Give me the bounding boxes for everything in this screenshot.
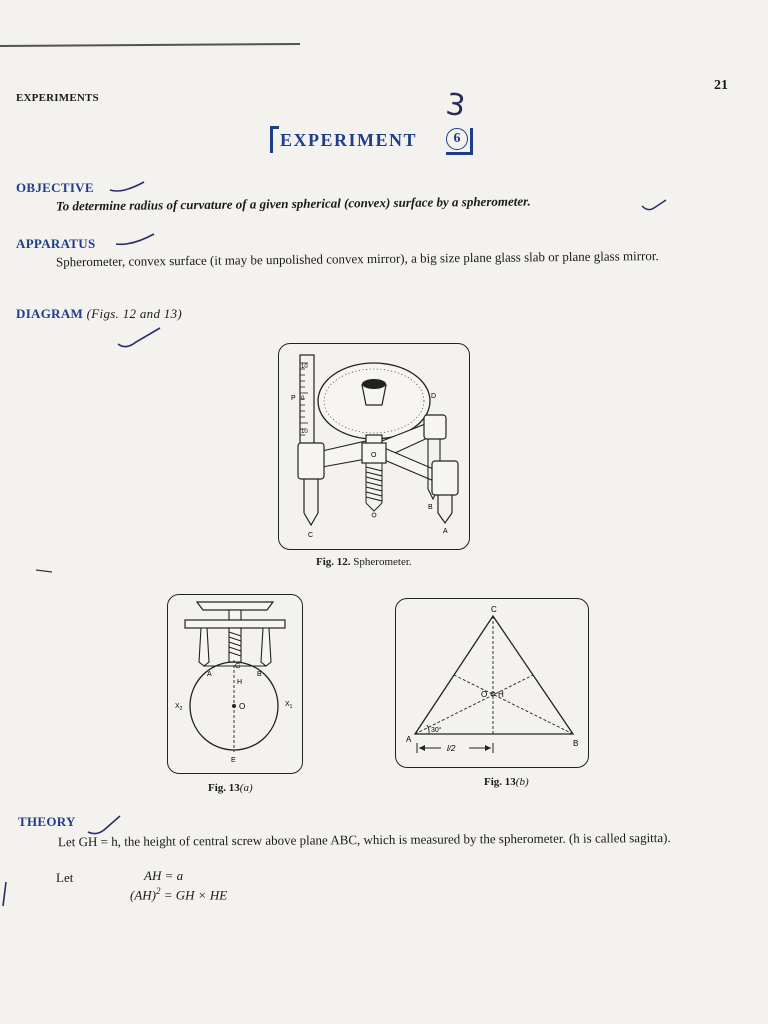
- title-text: EXPERIMENT: [280, 130, 418, 150]
- theory-heading: THEORY: [18, 814, 76, 829]
- diagram-heading-label: DIAGRAM: [16, 306, 84, 321]
- theory-line-1: Let GH = h, the height of central screw above plane ABC, which is measured by the spherometer. (h is called sagitta).: [57, 829, 671, 850]
- label-o: O: [481, 690, 488, 699]
- figure-13b-caption-sub: (b): [515, 776, 529, 788]
- half-length-label: l/2: [447, 744, 456, 753]
- label-h: H: [237, 679, 243, 686]
- figure-13a-caption-label: Fig. 13: [208, 782, 240, 794]
- label-o: O: [239, 702, 246, 711]
- label-x1: $X_1$: [285, 701, 293, 710]
- angle-label: 30°: [431, 727, 442, 734]
- triangle-abc: [415, 616, 573, 734]
- scale-label-bottom: 10: [301, 429, 308, 435]
- top-knob-plate: [197, 602, 273, 610]
- label-b: B: [573, 739, 579, 748]
- label-x2: $X_2$: [175, 703, 183, 712]
- figure-13b-triangle: [395, 598, 587, 766]
- margin-dash-mark: [34, 566, 56, 576]
- scale-label-top: 10: [301, 364, 308, 370]
- figure-12-caption-label: Fig. 12.: [316, 556, 351, 568]
- label-b: B: [257, 671, 262, 678]
- apparatus-heading: APPARATUS: [16, 236, 96, 251]
- margin-pen-mark: [0, 880, 10, 910]
- title-number-box: [446, 128, 473, 155]
- apparatus-text: Spherometer, convex surface (it may be unpolished convex mirror), a big size plane glass slab or plane glass mirror.: [55, 248, 659, 270]
- label-o: O: [371, 452, 377, 459]
- knob-top: [362, 379, 386, 389]
- label-a: A: [207, 671, 212, 678]
- title-bracket-left: [270, 126, 279, 153]
- label-c: C: [491, 605, 497, 614]
- figure-13a-diagram: [167, 594, 301, 772]
- pen-tick-objective: [640, 198, 670, 216]
- label-d: D: [431, 393, 437, 400]
- label-g: G: [235, 663, 241, 670]
- frame-arm-left: [322, 441, 366, 467]
- figure-13b-caption: [484, 776, 529, 788]
- spherometer-frame: [185, 620, 285, 628]
- theory-let-word: Let: [56, 870, 74, 885]
- figure-12-caption-text: Spherometer.: [353, 556, 412, 568]
- objective-heading: OBJECTIVE: [16, 180, 94, 195]
- label-h: H: [498, 690, 504, 699]
- frame-arm-front: [382, 447, 438, 481]
- label-a: A: [406, 735, 412, 744]
- running-head: EXPERIMENTS: [16, 92, 99, 104]
- figure-13a-caption-sub: (a): [239, 782, 253, 794]
- label-b: B: [428, 504, 433, 511]
- leg-b-collar: [424, 415, 446, 439]
- title-number: 6: [446, 128, 468, 150]
- equation-lhs: (AH): [130, 887, 156, 903]
- leg-c-collar: [298, 443, 324, 479]
- equation-ah: AH = a: [144, 868, 184, 883]
- diagram-subheading: (Figs. 12 and 13): [86, 306, 183, 321]
- scale-label-mid: 0: [301, 396, 305, 402]
- label-c: C: [308, 532, 314, 539]
- page-number: 21: [714, 78, 728, 93]
- leg-a-collar: [432, 461, 458, 495]
- page-edge-line: [0, 43, 300, 47]
- equation-rhs: = GH × HE: [160, 887, 228, 903]
- handwritten-number: 3: [443, 86, 468, 125]
- equation-ah-squared: [130, 886, 227, 903]
- pen-underline-apparatus: [114, 232, 158, 248]
- figure-12-spherometer: [278, 343, 468, 548]
- label-a: A: [443, 528, 448, 535]
- pen-mark-diagram: [116, 326, 164, 352]
- leg-a: [199, 628, 209, 666]
- figure-13b-caption-label: Fig. 13: [484, 776, 516, 788]
- diagram-heading: [16, 306, 182, 322]
- figure-12-caption: [316, 556, 412, 568]
- objective-text: To determine radius of curvature of a given spherical (convex) surface by a spherometer.: [55, 193, 531, 214]
- equation-superscript: 2: [156, 886, 161, 896]
- label-e: E: [231, 757, 236, 764]
- label-p: P: [291, 395, 296, 402]
- pen-underline-objective: [108, 180, 148, 194]
- figure-13a-caption: [208, 782, 253, 794]
- leg-b: [261, 628, 271, 666]
